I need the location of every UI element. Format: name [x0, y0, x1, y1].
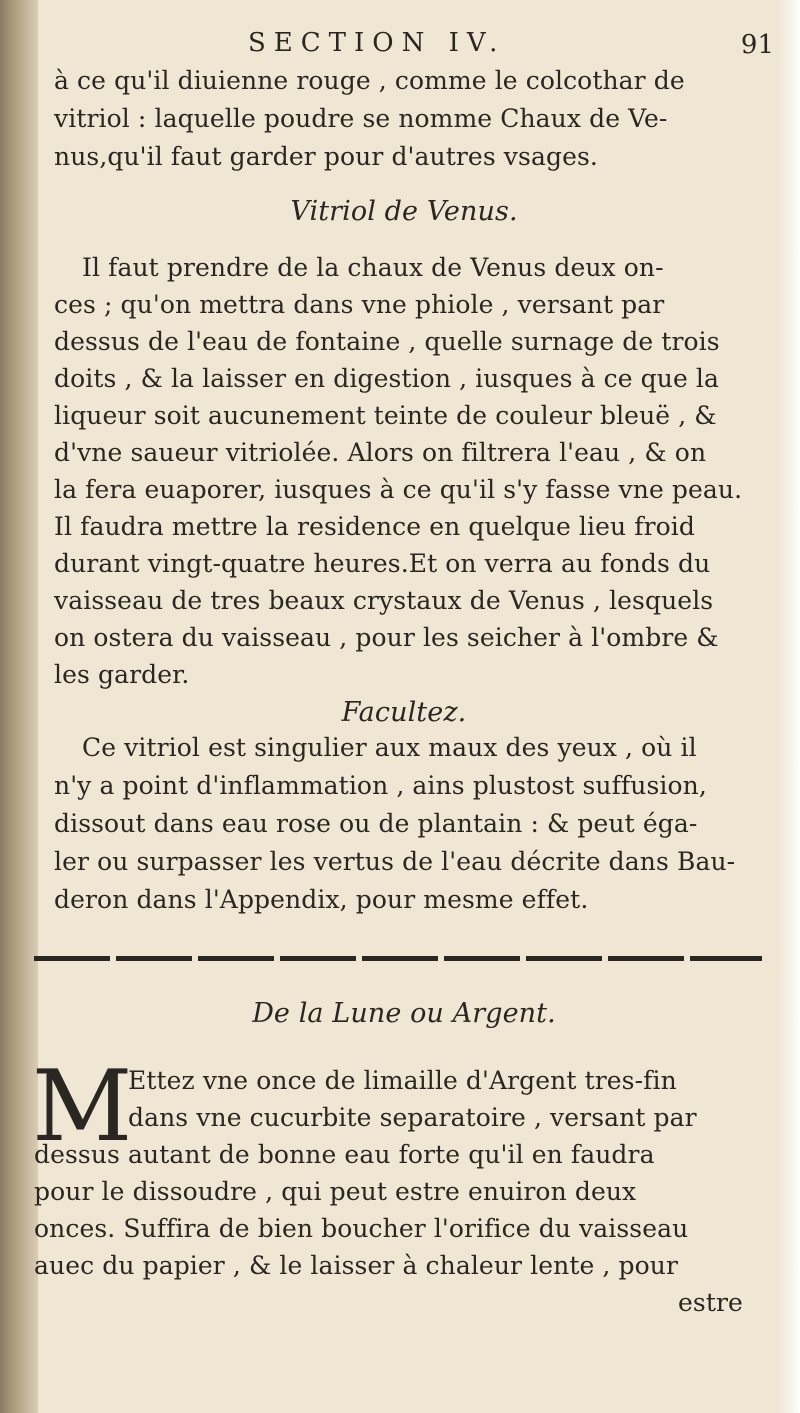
text-line: ces ; qu'on mettra dans vne phiole , versant par	[54, 290, 665, 319]
text-line: vitriol : laquelle poudre se nomme Chaux de Ve-	[54, 104, 668, 133]
text-line: dessus de l'eau de fontaine , quelle surnage de trois	[54, 327, 720, 356]
text-line: doits , & la laisser en digestion , iusques à ce que la	[54, 364, 720, 393]
text-line: vaisseau de tres beaux crystaux de Venus , lesquels	[54, 586, 714, 615]
section-heading: Vitriol de Venus.	[290, 196, 518, 227]
text-line: dissout dans eau rose ou de plantain : & peut éga-	[54, 809, 698, 838]
text-line: on ostera du vaisseau , pour les seicher à l'ombre &	[54, 623, 719, 652]
text-line: Il faudra mettre la residence en quelque lieu froid	[54, 512, 696, 541]
text-line: dans vne cucurbite separatoire , versant par	[128, 1103, 697, 1132]
text-line: ler ou surpasser les vertus de l'eau décrite dans Bau-	[54, 847, 736, 876]
text-line: n'y a point d'inflammation , ains plustost suffusion,	[54, 771, 707, 800]
text-line: d'vne saueur vitriolée. Alors on filtrera l'eau , & on	[54, 438, 707, 467]
section-heading: Facultez.	[341, 697, 467, 728]
page-edge	[778, 0, 800, 1413]
text-line: la fera euaporer, iusques à ce qu'il s'y fasse vne peau.	[54, 475, 743, 504]
text-line: liqueur soit aucunement teinte de couleur bleuë , &	[54, 401, 717, 430]
page-header	[34, 26, 774, 66]
text-line: Ce vitriol est singulier aux maux des yeux , où il	[82, 733, 697, 762]
page-gutter-shadow	[0, 0, 38, 1413]
running-head: SECTION IV.	[248, 28, 506, 58]
text-line: dessus autant de bonne eau forte qu'il en faudra	[34, 1140, 655, 1169]
text-line: Il faut prendre de la chaux de Venus deux on-	[82, 253, 664, 282]
text-line: pour le dissoudre , qui peut estre enuiron deux	[34, 1177, 637, 1206]
text-line: nus,qu'il faut garder pour d'autres vsages.	[54, 142, 598, 171]
page-number: 91	[740, 30, 774, 60]
text-line: onces. Suffira de bien boucher l'orifice du vaisseau	[34, 1214, 689, 1243]
catchword: estre	[678, 1288, 743, 1317]
drop-cap: M	[32, 1050, 133, 1164]
text-line: Ettez vne once de limaille d'Argent tres-fin	[128, 1066, 677, 1095]
ornamental-rule	[34, 956, 762, 961]
text-line: auec du papier , & le laisser à chaleur lente , pour	[34, 1251, 679, 1280]
text-line: deron dans l'Appendix, pour mesme effet.	[54, 885, 589, 914]
text-line: à ce qu'il diuienne rouge , comme le colcothar de	[54, 66, 685, 95]
text-line: durant vingt-quatre heures.Et on verra au fonds du	[54, 549, 711, 578]
text-line: les garder.	[54, 660, 190, 689]
section-heading: De la Lune ou Argent.	[252, 998, 556, 1029]
